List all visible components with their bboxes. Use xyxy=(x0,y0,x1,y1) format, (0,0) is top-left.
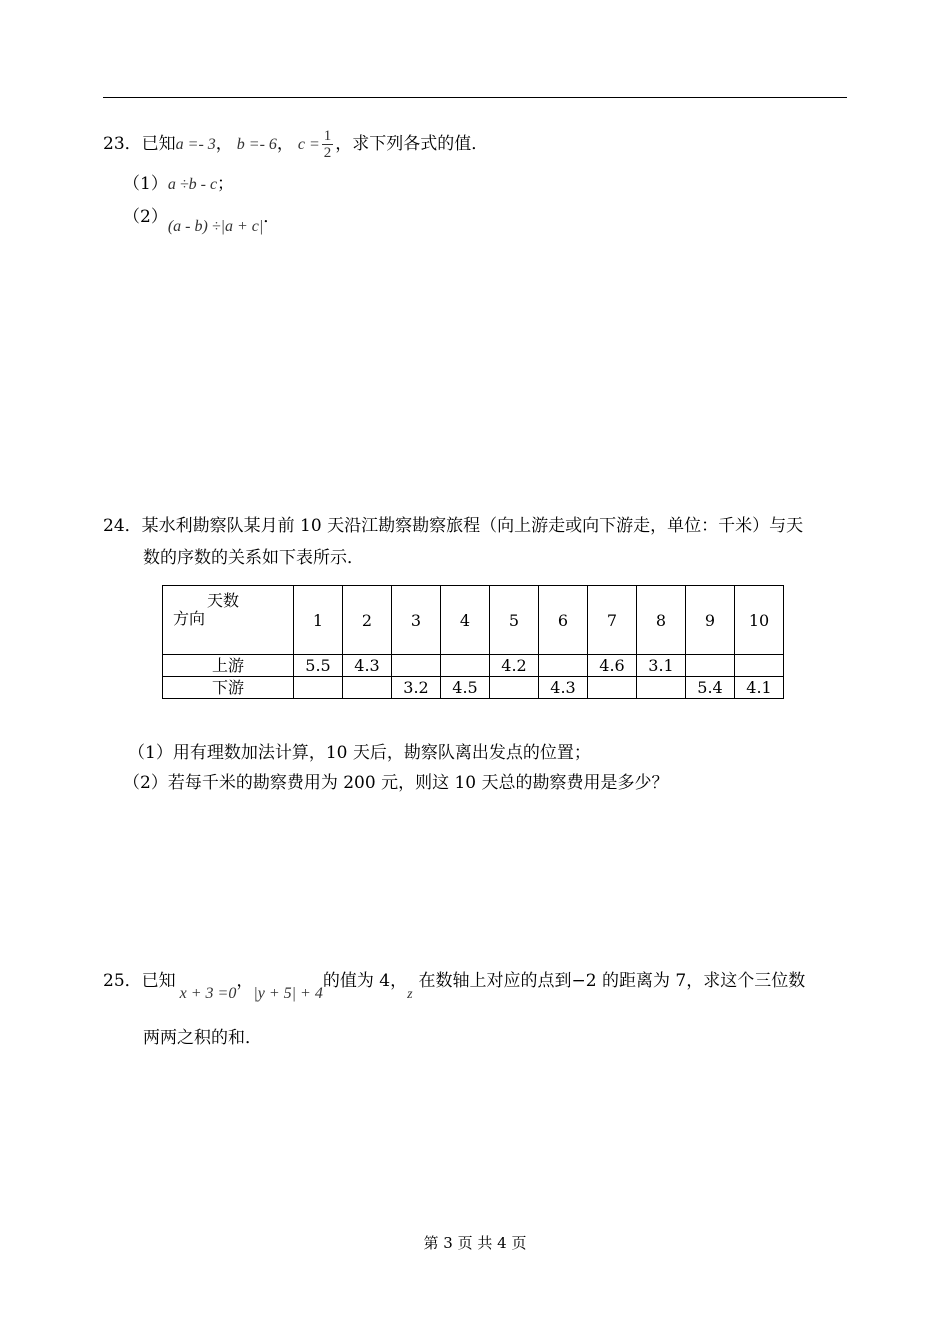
table-day-header: 6 xyxy=(539,586,588,655)
q23-p1-expr: a ÷b - c xyxy=(167,176,218,193)
q23-a-expr: a =- 3 xyxy=(175,136,216,153)
fraction-numerator: 1 xyxy=(323,128,332,144)
survey-table xyxy=(162,585,784,699)
question-23-part-2 xyxy=(123,206,281,235)
q25-comma: ， xyxy=(236,971,254,991)
table-cell: 4.1 xyxy=(735,677,784,699)
header-rule xyxy=(103,97,847,98)
q23-sep2: ， xyxy=(276,134,294,154)
table-row-label: 下游 xyxy=(163,677,294,699)
table-cell xyxy=(343,677,392,699)
table-day-header: 10 xyxy=(735,586,784,655)
table-cell: 3.1 xyxy=(637,655,686,677)
table-cell xyxy=(441,655,490,677)
table-day-header: 8 xyxy=(637,586,686,655)
q25-prefix: 25．已知 xyxy=(103,971,176,991)
q23-p2-expr: (a - b) ÷|a + c| xyxy=(167,218,264,235)
table-day-header: 4 xyxy=(441,586,490,655)
q25-suffix: 在数轴上对应的点到−2 的距离为 7，求这个三位数 xyxy=(418,971,806,991)
q25-expr2: |y + 5| + 4 xyxy=(253,985,323,1002)
q23-p2-label: （2） xyxy=(123,207,168,227)
table-row xyxy=(163,677,784,699)
table-cell xyxy=(392,655,441,677)
table-cell xyxy=(588,677,637,699)
corner-label-direction: 方向 xyxy=(173,609,206,628)
table-day-header: 7 xyxy=(588,586,637,655)
table-cell: 5.5 xyxy=(294,655,343,677)
table-day-header: 3 xyxy=(392,586,441,655)
table-cell: 4.5 xyxy=(441,677,490,699)
table-day-header: 5 xyxy=(490,586,539,655)
corner-label-days: 天数 xyxy=(207,591,240,610)
table-cell xyxy=(490,677,539,699)
table-cell: 5.4 xyxy=(686,677,735,699)
q23-suffix: ，求下列各式的值． xyxy=(335,134,489,154)
question-25-stem xyxy=(103,970,806,1002)
question-23-part-1 xyxy=(123,173,234,196)
question-25-line-2: 两两之积的和． xyxy=(143,1028,262,1048)
table-header-row xyxy=(163,586,784,655)
table-day-header: 9 xyxy=(686,586,735,655)
fraction-denominator: 2 xyxy=(323,145,332,161)
q25-z-variable: z xyxy=(407,987,413,1002)
question-24-part-1: （1）用有理数加法计算，10 天后，勘察队离出发点的位置； xyxy=(128,743,591,763)
table-corner-cell xyxy=(163,586,294,655)
table-cell: 4.2 xyxy=(490,655,539,677)
q23-p2-end: ． xyxy=(263,207,281,227)
q23-b-expr: b =- 6 xyxy=(236,136,277,153)
table-cell: 4.3 xyxy=(343,655,392,677)
table-cell: 4.3 xyxy=(539,677,588,699)
table-day-header: 2 xyxy=(343,586,392,655)
table-row-label: 上游 xyxy=(163,655,294,677)
table-day-header: 1 xyxy=(294,586,343,655)
table-cell xyxy=(686,655,735,677)
q25-expr1: x + 3 =0 xyxy=(179,985,237,1002)
table-cell xyxy=(735,655,784,677)
table-cell: 4.6 xyxy=(588,655,637,677)
q23-p1-end: ； xyxy=(217,174,235,194)
question-24-part-2: （2）若每千米的勘察费用为 200 元，则这 10 天总的勘察费用是多少？ xyxy=(123,773,669,793)
table-cell xyxy=(539,655,588,677)
question-24-stem-line-2: 数的序数的关系如下表所示． xyxy=(143,548,364,568)
table-cell xyxy=(294,677,343,699)
table-cell: 3.2 xyxy=(392,677,441,699)
question-24-stem-line-1: 24．某水利勘察队某月前 10 天沿江勘察勘察旅程（向上游走或向下游走，单位：千米）与天 xyxy=(103,516,804,536)
q25-mid: 的值为 4， xyxy=(322,971,408,991)
q23-p1-label: （1） xyxy=(123,174,168,194)
table-cell xyxy=(637,677,686,699)
q23-c-fraction xyxy=(322,128,334,161)
q23-c-expr: c = xyxy=(297,136,320,153)
page-footer: 第 3 页 共 4 页 xyxy=(423,1234,527,1252)
q23-sep1: ， xyxy=(215,134,233,154)
question-23-stem xyxy=(103,128,488,161)
table-row xyxy=(163,655,784,677)
q23-prefix: 23．已知 xyxy=(103,134,176,154)
